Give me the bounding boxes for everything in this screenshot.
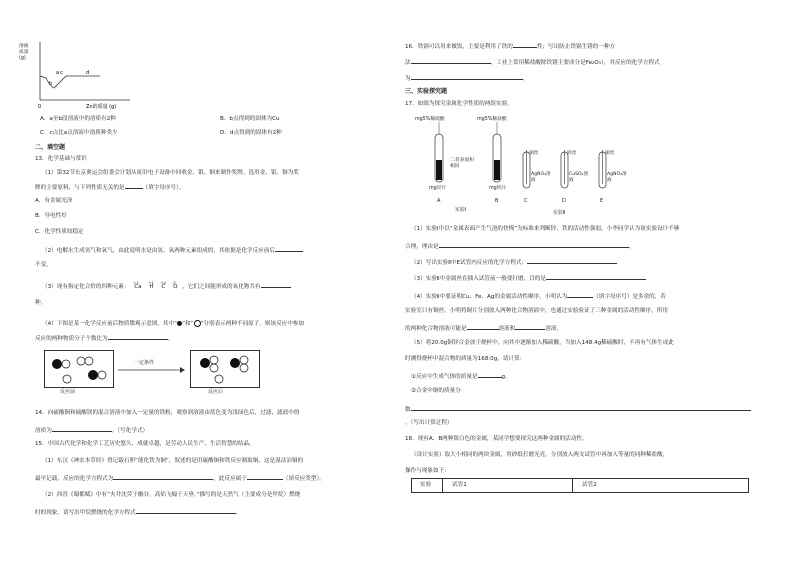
tube-e-label: E [600,198,604,204]
tube-b-label: B [495,198,499,204]
q14-line1: 14．向硫酸铜和硫酸镁的混合溶液中加入一定量的铁粉，观察到溶液由蓝色变为浅绿色后，过滤，滤液中的 [35,410,300,416]
origin-label: 0 [38,104,42,110]
q18-table [411,478,749,493]
q17-p2-blank[interactable] [527,258,617,264]
q17-calc4: 。（写出计算过程） [405,420,453,426]
q12-option-b: B．b点得到的固体为Cu [220,116,280,122]
label-before: 反应前 [60,389,76,395]
surface-equal-label: 二者表面积相同 [450,158,474,169]
q17-calc3-blank[interactable] [411,405,751,411]
table-header-tube1: 试管1 [452,482,467,488]
q13-p2-line1: （2）电解水生成氢气和氧气，由此说明水是由氢、氧两种元素组成的，其依据是化学反应前后 [42,246,303,255]
q13-p1-line2: 牌的主要原料，与下列性质无关的是 （填字母序号）。 [35,185,185,191]
q17-calc3: 数 [405,405,755,414]
table-header-experiment: 实验 [420,482,432,488]
point-b: b [49,81,53,87]
q15-p1-line1: （1）东汉《神农本草经》曾记载石胆“能化铁为铜”，叙述的是用硫酸铜和铁反应制取铜，这是湿法冶铜的 [42,458,304,464]
q15-p2-line1: （2）西晋《蜀都赋》中有“火井沈荧于幽谷，高焰飞煽于天垂。”描写的是天然气（主要成分是甲烷）燃烧 [42,492,301,498]
q13-p4-line2: 反应的两种物质分子个数比为 。 [35,336,174,342]
q13-p3-line: （3）现有指定化合价的四种元素： +2 Ca +1 H +4 C -2 O ，它们之间能形成的氧化物共有 [42,282,291,291]
q17-p1-line2: 合理，理由是 。 [405,244,635,250]
zinc-mass-graph [30,38,140,110]
wire-c-label: 铜丝 [529,151,539,156]
q13-p4-line1: （4）下图是某一化学反应前后物质微观示意图，其中“ ”和“ ”分别表示两种不同原子。则该反应中参加 [42,321,305,327]
section-fill-blank: 二、填空题 [35,144,66,151]
q13-opt-a: A．有金属光泽 [35,198,73,204]
q15-title: 15．中国古代化学和化学工艺历史悠久、成就卓越，是劳动人民生产、生活智慧的结晶。 [35,441,255,447]
experiment-figure [415,112,615,218]
q17-title: 17．如图为探究金属化学性质的两组实验。 [405,101,513,107]
q17-p5-line2: 时测得烧杯中混合物的质量为168.0g，请计算： [405,356,526,362]
section-experiment: 三、实验探究题 [405,88,448,95]
q13-p1-line1: （1）第32节东京奥运会组委会计划从废旧电子设备中回收金、银、铜来制作奖牌。选用金、银、铜为奖 [42,170,299,176]
q14-line2: 溶质为 。（写化学式） [35,428,149,434]
q13-p4-blank[interactable] [108,334,168,340]
y-axis-label: 溶液质量(g) [19,44,29,61]
left-column [19,0,400,562]
after-molecules [191,351,259,387]
tube-a-label: A [437,198,441,204]
q13-title: 13．化学基础与常识 [35,156,87,162]
q12-option-c: C．c点比a点溶液中溶质种类少 [40,130,118,136]
point-c: c [60,70,63,76]
sol-d-label: CuSO₄溶液 [569,172,589,183]
q17-p1-line1: （1）实验Ⅰ中以“金属表面产生气泡的快慢”为标准来判断锌、铁的活动性强弱，小李同学认为该实验设计不够 [411,226,680,232]
q13-p3-line2: 种。 [35,300,47,306]
q14-blank[interactable] [52,426,112,432]
tube-d-label: D [562,198,566,204]
q17-p5-line1: （5）将20.0g铜锌合金放于烧杯中，向其中逐渐加入稀硫酸，当加入148.4g稀硫酸时，不再有气体生成此 [411,340,674,346]
table-header-tube2: 试管2 [582,482,597,488]
point-d: d [86,70,90,76]
q13-opt-c: C．化学性质较稳定 [35,229,84,235]
reaction-before-box [44,350,114,388]
x-axis-label: Zn的质量 (g) [86,104,117,110]
q17-calc1: ①反应中生成气体的质量是 g。 [411,374,511,380]
element-o: -2 O [172,280,178,290]
q15-p1-blank2[interactable] [247,474,283,480]
q13-opt-b: B．导电性好 [35,213,67,219]
wire-d-label: 铁丝 [567,151,577,156]
wire-e-label: 铜丝 [605,151,615,156]
point-a: a [56,70,60,76]
label-after: 反应后 [208,389,224,395]
q18-line3: 操作与现象如下： [405,468,450,474]
reaction-condition: 一定条件 [134,360,155,366]
q18-line1: 18．现有A、B两种银白色的金属，某同学想要探究这两种金属的活动性。 [405,436,588,442]
sol-c-label: AgNO₃溶液 [531,172,551,183]
metal2-label: mg铁片 [489,186,507,191]
q17-p3-blank[interactable] [546,274,646,280]
q17-p3: （3）实验Ⅱ中金属丝在插入试管前一般要打磨，目的是 [411,274,646,283]
q16-line1: 16．铁锅可以用来做饭，主要是利用了铁的 性；写出防止铁锅生锈的一种方 [405,44,616,50]
element-ca: +2 Ca [133,280,142,290]
before-molecules [45,351,113,387]
element-c: +4 C [160,280,166,290]
light-atom-icon [194,320,201,327]
q17-p2: （2）写出实验Ⅱ中E试管内反应的化学方程式： [411,258,617,267]
element-h: +1 H [148,280,154,290]
q16-blank1[interactable] [513,42,537,48]
q13-p2-blank[interactable] [275,246,303,252]
q15-p1-line2: 最早记载，反应的化学方程式为 ，此反应属于 （填反应类型）。 [35,476,325,482]
q17-p4-blank1[interactable] [567,292,593,298]
q16-blank3[interactable] [411,74,523,80]
acid2-label: mg5%稀盐酸 [477,117,507,122]
q17-calc1-blank[interactable] [478,372,502,378]
q17-calc2: ②合金中铜的质量分 [411,388,461,394]
acid1-label: mg5%稀硫酸 [415,117,445,122]
q17-p4-blank3[interactable] [515,324,545,330]
group2-label: 实验Ⅱ [553,210,566,216]
q18-line2: （设计实验）取大小相同的两块金属，用砂纸打磨光亮，分别放入两支试管中再加入等量的同种稀盐酸， [411,452,669,458]
q16-line3: 为 。 [405,76,529,82]
group1-label: 实验Ⅰ [455,207,467,213]
metal1-label: mg锌片 [429,186,447,191]
q15-p1-blank1[interactable] [113,474,213,480]
q12-option-a: A．a至b段溶液中的溶质有2种 [40,116,116,122]
q13-p3-blank[interactable] [261,282,291,288]
q16-line2: 法 。工业上常用稀盐酸除铁锈主要成分是Fe₂O₃），其反应的化学方程式 [405,60,660,66]
q17-p4-blank2[interactable] [467,324,499,330]
q17-p4-line1: （4）实验Ⅱ中要证明Cu、Fe、Ag的金属活动性顺序，小明认为 （填字母序号）是多余的，若 [411,294,666,300]
q17-p4-line3: 的两种化合物溶液可能是 溶液和 溶液。 [405,326,563,332]
q16-blank2[interactable] [411,58,491,64]
q15-p2-blank[interactable] [136,508,236,514]
right-column [405,0,775,562]
q12-option-d: D．d点得到的固体有2种 [220,130,282,136]
q13-p2-line2: 不变。 [35,262,52,268]
reaction-after-box [190,350,260,388]
q15-p2-line2: 时的现象，请写出甲烷燃烧的化学方程式 。 [35,510,242,516]
q13-p1-blank[interactable] [125,183,143,189]
tube-c-label: C [524,198,528,204]
q17-p4-line2: 实验室只有铜丝，小明将铜片分别放入两种化合物溶液中，也通过实验验证了三种金属的活动性顺序，所用 [405,308,668,314]
sol-e-label: AgNO₃溶液 [607,172,627,183]
q17-p1-blank[interactable] [439,242,629,248]
